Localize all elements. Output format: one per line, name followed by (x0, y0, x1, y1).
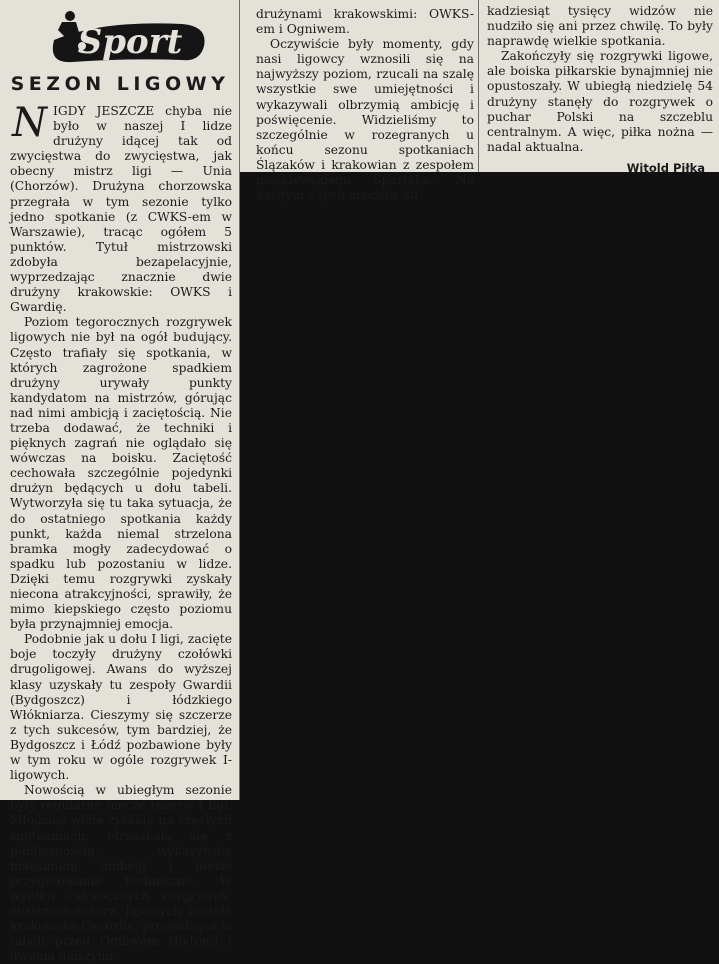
column-2-text (256, 7, 474, 203)
logo-text: Sport (77, 22, 183, 62)
column-3-text (487, 4, 713, 176)
paragraph: Nowością w ubiegłym sezonie były regularne mecze rezerw I ligi. Młodzież wiele zyskała na częstych spotkaniach, otrzaskała się z publicznością, wykazywała maksimum ambicji i niezłe przygotowanie techniczne. W wyniku całorocznych rozgrywek, mistrzem rezerw ligowych została krakowska Gwardia, prowadząca w tabeli przed Ogniwem (Bytom) i dwoma dalszymi (10, 783, 232, 964)
paragraph (10, 100, 232, 315)
column-1-text (10, 100, 232, 964)
article-column-1 (0, 0, 240, 964)
sport-logo (32, 6, 212, 68)
drop-cap: N (12, 100, 47, 146)
paragraph: Oczywiście były momenty, gdy nasi ligowcy wznosili się na najwyższy poziom, rzucali na szalę wszystkie swe umiejętności i wykazywali olbrzymią ambicję i poświęcenie. Widzieliśmy to szczególnie w rozegranych u końcu sezonu spotkaniach Ślązaków i krakowian z zespołem moskiewskiego Spartaka. Na każdym z tych meczów kil- (256, 37, 474, 203)
article-column-3 (479, 0, 719, 175)
paragraph: drużynami krakowskimi: OWKS-em i Ogniwem. (256, 7, 474, 37)
paragraph: Poziom tegorocznych rozgrywek ligowych nie był na ogół budujący. Często trafiały się spotkania, w których zagrożone spadkiem drużyny urywały punkty kandydatom na mistrzów, górując nad nimi ambicją i zaciętością. Nie trzeba dodawać, że techniki i pięknych zagrań nie oglądało się wówczas na boisku. Zaciętość cechowała szczególnie pojedynki drużyn będących u dołu tabeli. Wytworzyła się tu taka sytuacja, że do ostatniego spotkania każdy punkt, każda niemal strzelona bramka mogły zadecydować o spadku lub pozostaniu w lidze. Dzięki temu rozgrywki zyskały niecona atrakcyjności, sprawiły, że mimo kiepskiego często poziomu była przynajmniej emocja. (10, 315, 232, 632)
paragraph: kadziesiąt tysięcy widzów nie nudziło się ani przez chwilę. To były naprawdę wielkie spotkania. (487, 4, 713, 49)
paragraph: Podobnie jak u dołu I ligi, zacięte boje toczyły drużyny czołówki drugoligowej. Awans do wyższej klasy uzyskały tu zespoły Gwardii (Bydgoszcz) i łódzkiego Włókniarza. Cieszymy się szczerze z tych sukcesów, tym bardziej, że Bydgoszcz i Łódź pozbawione były w tym roku w ogóle rozgrywek I-ligowych. (10, 632, 232, 783)
paragraph-text: IGDY JESZCZE chyba nie było w naszej I lidze drużyny idącej tak od zwycięstwa do zwycięstwa, jak obecny mistrz ligi — Unia (Chorzów). Drużyna chorzowska przegrała w tym sezonie tylko jedno spotkanie (z CWKS-em w Warszawie), tracąc ogółem 5 punktów. Tytuł mistrzowski zdobyła bezapelacyjnie, wyprzedzając znacznie dwie drużyny krakowskie: OWKS i Gwardię. (10, 104, 232, 315)
paragraph: Zakończyły się rozgrywki ligowe, ale boiska piłkarskie bynajmniej nie opustoszały. W ubiegłą niedzielę 54 drużyny stanęły do rozgrywek o puchar Polski na szczeblu centralnym. A więc, piłka nożna — nadal aktualna. (487, 49, 713, 154)
author-signature: Witold Piłka (626, 160, 705, 175)
article-heading: SEZON LIGOWY (10, 73, 230, 95)
article-column-2 (240, 0, 479, 203)
